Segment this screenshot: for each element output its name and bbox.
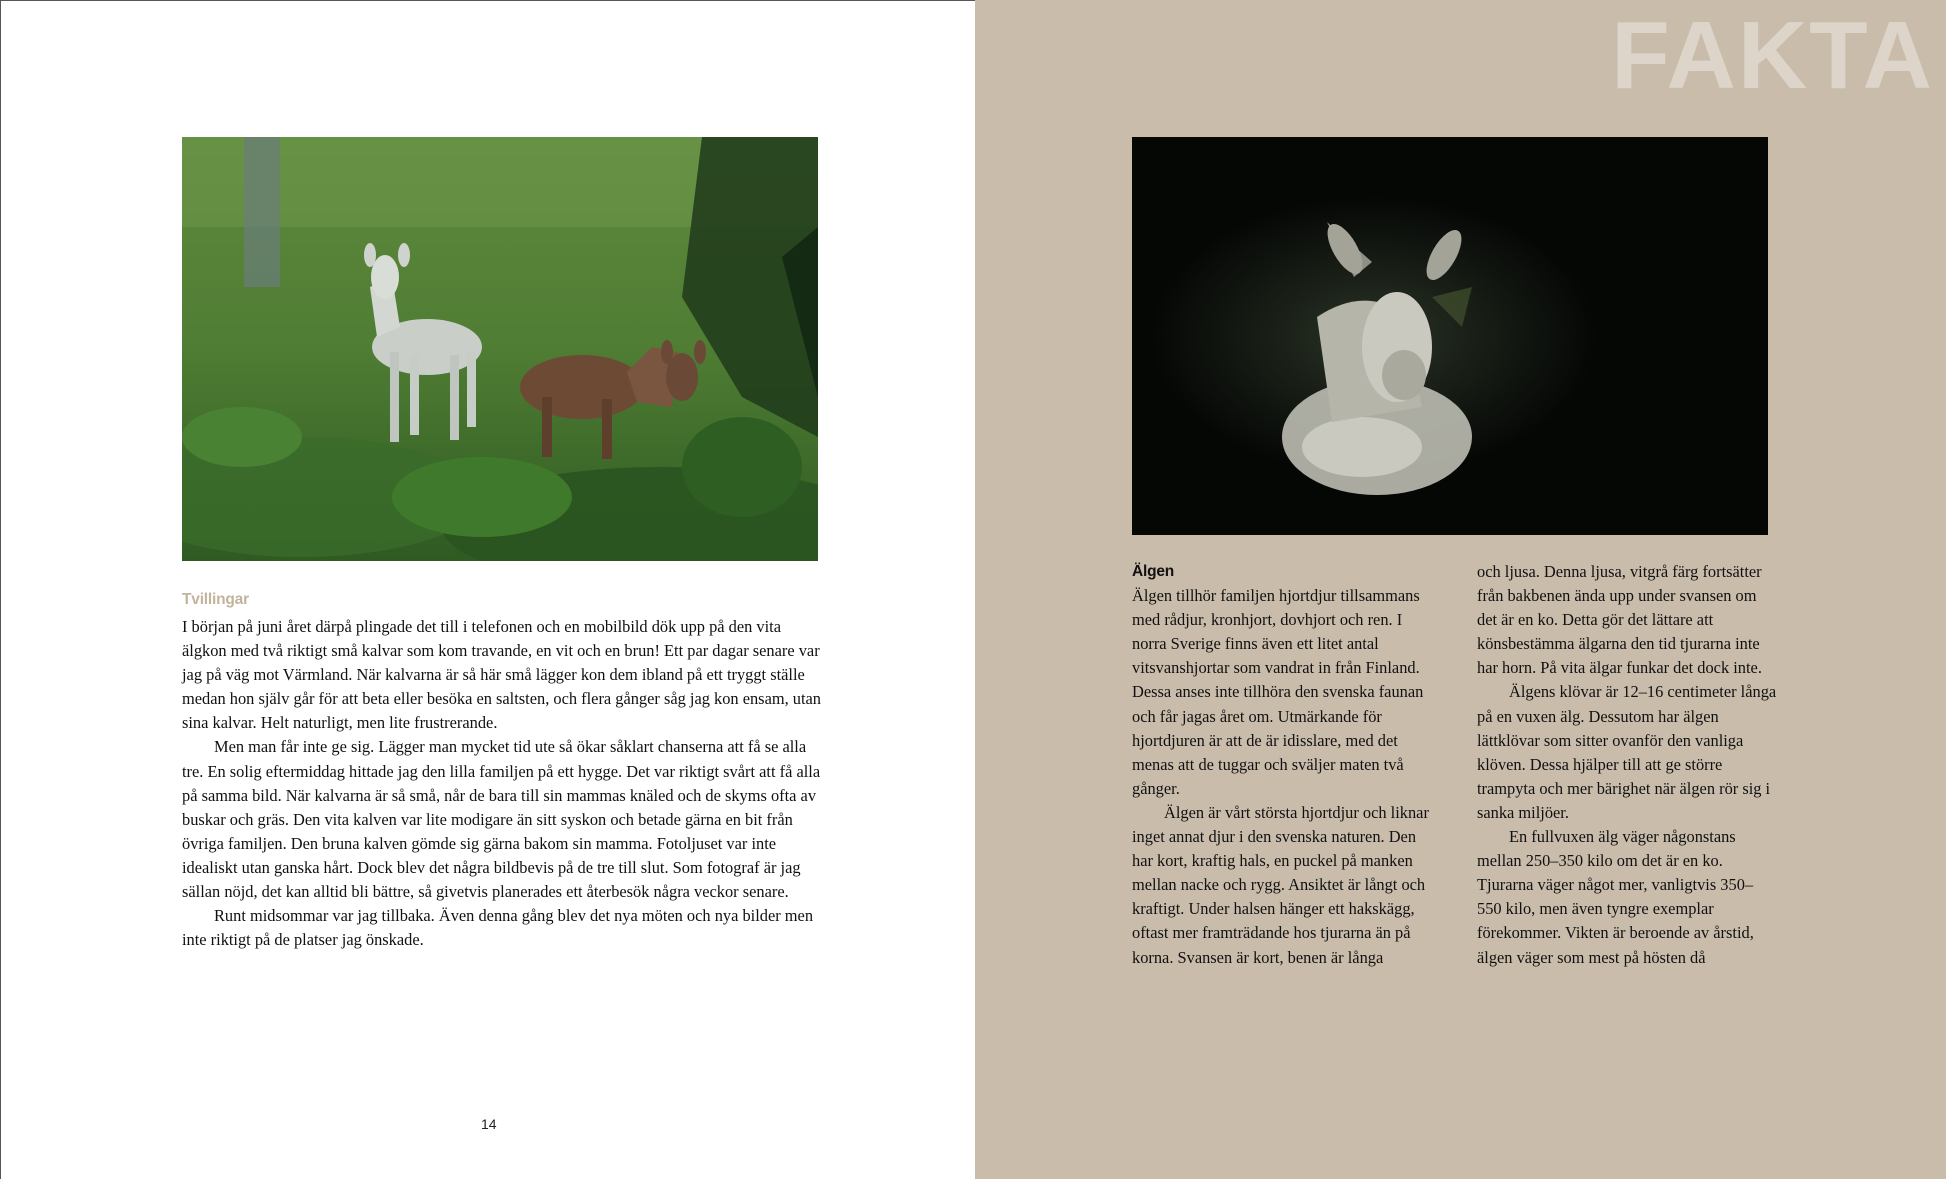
moose-calves-photo <box>182 137 818 561</box>
paragraph: I början på juni året därpå plingade det till i telefonen och en mobilbild dök upp på den vita älgkon med två riktigt små kalvar som kom travande, en vit och en brun! Ett par dagar senare var jag på väg mot Värmland. När kalvarna är så här små lägger kon dem ibland på ett tryggt ställe medan hon själv går för att beta eller besöka en saltsten, och flera gånger såg jag kon ensam, utan sina kalvar. Helt naturligt, men lite frustrerande. <box>182 617 822 733</box>
fact-column-2 <box>1477 560 1777 970</box>
subhead-algen: Älgen <box>1132 563 1175 580</box>
paragraph: Runt midsommar var jag tillbaka. Även denna gång blev det nya möten och nya bilder men inte riktigt på de platser jag önskade. <box>182 906 814 950</box>
left-body-text <box>182 615 822 952</box>
subhead-tvillingar: Tvillingar <box>182 591 249 608</box>
paragraph: En fullvuxen älg väger någonstans mellan 250–350 kilo om det är en ko. Tjurarna väger något mer, vanligtvis 350–550 kilo, men även tyngre exemplar förekommer. Vikten är beroende av årstid, älgen väger som mest på hösten då <box>1477 827 1754 967</box>
page-number: 14 <box>481 1116 497 1132</box>
paragraph: Men man får inte ge sig. Lägger man mycket tid ute så ökar såklart chanserna att få se alla tre. En solig eftermiddag hittade jag den lilla familjen på ett hygge. Det var riktigt svårt att få alla på samma bild. När kalvarna är så små, når de bara till sin mammas knäled och de skyms ofta av buskar och gräs. Den vita kalven var lite modigare än sitt syskon och betade gärna en bit från övriga familjen. Den bruna kalven gömde sig gärna bakom sin mamma. Fotoljuset var inte idealiskt utan ganska hårt. Dock blev det några bildbevis på de tre till slut. Som fotograf är jag sällan nöjd, det kan alltid bli bättre, så givetvis planerades ett återbesök några veckor senare. <box>182 737 821 902</box>
fakta-banner: FAKTA <box>1611 2 1934 109</box>
fact-column-1 <box>1132 560 1432 970</box>
paragraph: Älgens klövar är 12–16 centimeter långa på en vuxen älg. Dessutom har älgen lättklövar som sitter ovanför den vanliga klöven. Dessa hjälper till att ge större trampyta och mer bärighet när älgen rör sig i sanka miljöer. <box>1477 682 1777 822</box>
paragraph: Älgen är vårt största hjortdjur och liknar inget annat djur i den svenska naturen. Den har kort, kraftig hals, en puckel på manken mellan nacke och rygg. Ansiktet är långt och kraftigt. Under halsen hänger ett hakskägg, oftast mer framträdande hos tjurarna än på korna. Svansen är kort, benen är långa <box>1132 802 1429 967</box>
paragraph: och ljusa. Denna ljusa, vitgrå färg fortsätter från bakbenen ända upp under svansen om det är en ko. Detta gör det lättare att könsbestämma älgarna den tid tjurarna inte har horn. På vita älgar funkar det dock inte. <box>1477 562 1762 678</box>
paragraph: Älgen tillhör familjen hjortdjur tillsammans med rådjur, kronhjort, dovhjort och ren. I norra Sverige finns även ett litet antal vitsvanshjortar som vandrat in från Finland. Dessa anses inte tillhöra den svenska faunan och får jagas året om. Utmärkande för hjortdjuren är att de är idisslare, med det menas att de tuggar och sväljer maten två gånger. <box>1132 586 1424 798</box>
white-moose-photo <box>1132 137 1768 535</box>
